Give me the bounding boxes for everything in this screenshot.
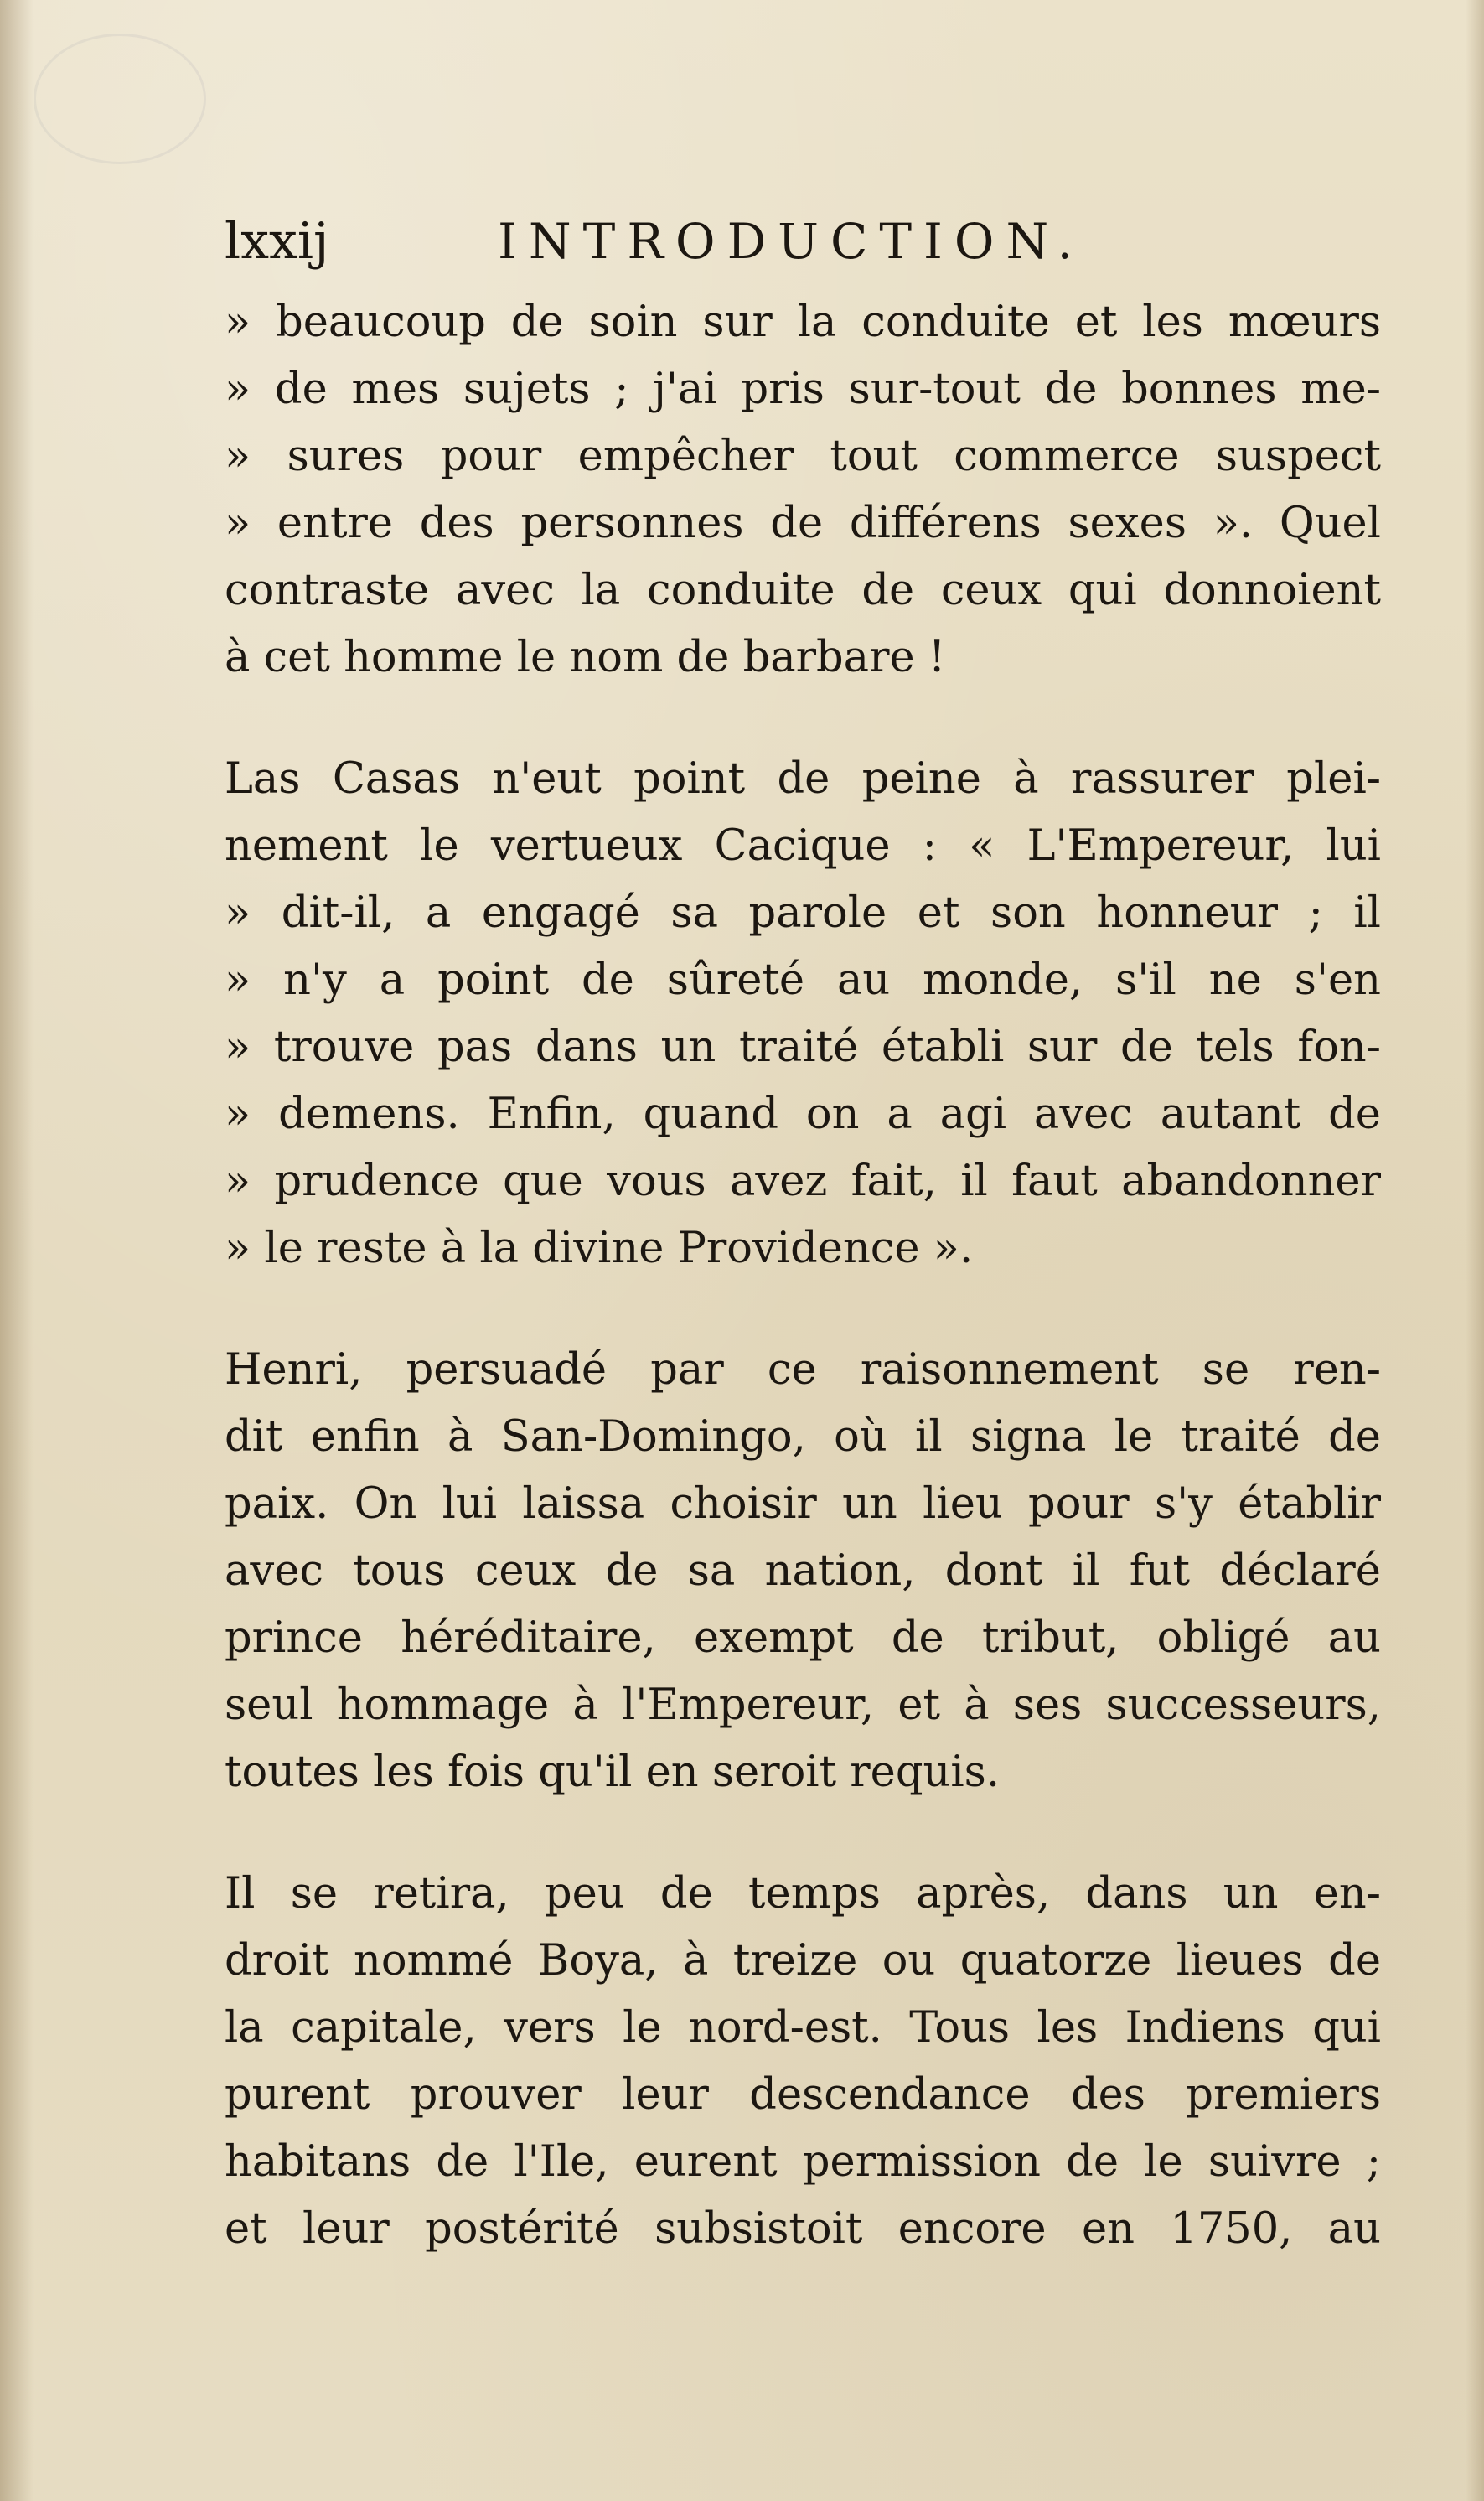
text-line: Las Casas n'eut point de peine à rassurer plei-	[225, 754, 1381, 804]
page-gutter-shadow	[0, 0, 34, 2501]
paragraph	[225, 1337, 1381, 1806]
page-header	[225, 208, 1381, 275]
text-line: contraste avec la conduite de ceux qui donnoient	[225, 566, 1381, 615]
text-line: » prudence que vous avez fait, il faut abandonner	[225, 1157, 1381, 1206]
running-head: INTRODUCTION.	[498, 213, 1084, 270]
text-line: et leur postérité subsistoit encore en 1750, au	[225, 2204, 1381, 2254]
text-line: » beaucoup de soin sur la conduite et les mœurs	[225, 298, 1381, 347]
page-edge-shadow	[1466, 0, 1484, 2501]
paragraph	[225, 1861, 1381, 2263]
text-line: » de mes sujets ; j'ai pris sur-tout de bonnes me-	[225, 365, 1381, 414]
text-line: dit enfin à San-Domingo, où il signa le traité de	[225, 1412, 1381, 1462]
text-line: droit nommé Boya, à treize ou quatorze lieues de	[225, 1936, 1381, 1986]
text-line: purent prouver leur descendance des premiers	[225, 2070, 1381, 2120]
body-text	[225, 289, 1381, 2263]
text-line: nement le vertueux Cacique : « L'Empereur, lui	[225, 821, 1381, 871]
text-line: seul hommage à l'Empereur, et à ses successeurs,	[225, 1680, 1381, 1730]
paragraph	[225, 289, 1381, 691]
text-line: » trouve pas dans un traité établi sur de tels fon-	[225, 1023, 1381, 1072]
text-line: » sures pour empêcher tout commerce suspect	[225, 432, 1381, 481]
text-line: Henri, persuadé par ce raisonnement se ren-	[225, 1345, 1381, 1395]
text-line: à cet homme le nom de barbare !	[225, 633, 946, 682]
text-line: » entre des personnes de différens sexes ». Quel	[225, 499, 1381, 548]
text-line: prince héréditaire, exempt de tribut, obligé au	[225, 1613, 1381, 1663]
text-line: Il se retira, peu de temps après, dans un en-	[225, 1869, 1381, 1918]
page-number: lxxij	[225, 212, 329, 271]
text-line: toutes les fois qu'il en seroit requis.	[225, 1748, 1001, 1797]
text-line: » le reste à la divine Providence ».	[225, 1224, 974, 1273]
text-line: » demens. Enfin, quand on a agi avec autant de	[225, 1090, 1381, 1139]
text-line: » n'y a point de sûreté au monde, s'il ne s'en	[225, 955, 1381, 1005]
text-line: avec tous ceux de sa nation, dont il fut déclaré	[225, 1546, 1381, 1596]
faded-library-stamp	[34, 34, 206, 164]
paragraph	[225, 746, 1381, 1282]
text-line: paix. On lui laissa choisir un lieu pour s'y établir	[225, 1479, 1381, 1529]
text-line: la capitale, vers le nord-est. Tous les Indiens qui	[225, 2003, 1381, 2053]
text-line: habitans de l'Ile, eurent permission de le suivre ;	[225, 2137, 1381, 2187]
text-line: » dit-il, a engagé sa parole et son honneur ; il	[225, 888, 1381, 938]
